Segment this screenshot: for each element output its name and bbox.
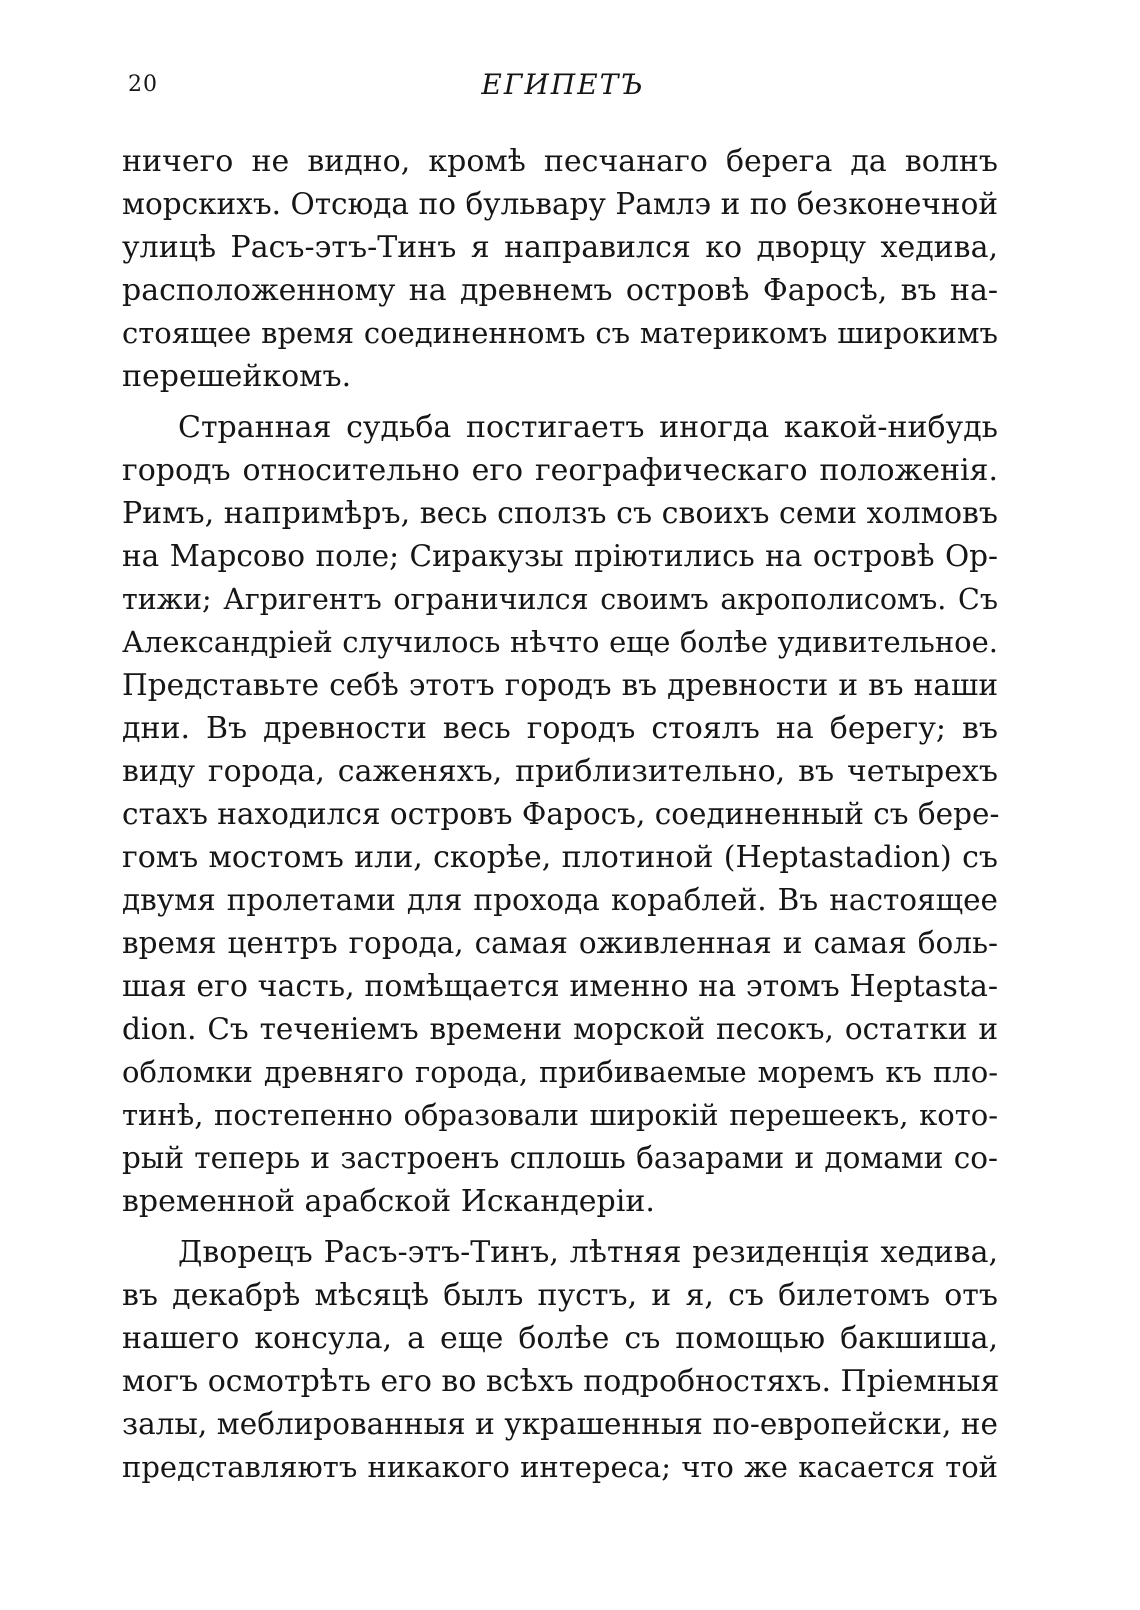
text-line: могъ осмотрѣть его во всѣхъ подробностяхъ. Пріемныя bbox=[122, 1364, 1000, 1399]
text-line: расположенному на древнемъ островѣ Фаросѣ, въ на- bbox=[122, 273, 998, 308]
text-line: двумя пролетами для прохода кораблей. Въ настоящее bbox=[122, 883, 998, 917]
text-line: dion. Съ теченіемъ времени морской песокъ, остатки и bbox=[122, 1012, 998, 1046]
text-line: Странная судьба постигаетъ иногда какой-нибудь bbox=[178, 410, 998, 445]
text-line: морскихъ. Отсюда по бульвару Рамлэ и по безконечной bbox=[122, 187, 998, 221]
text-line: дни. Въ древности весь городъ стоялъ на берегу; въ bbox=[122, 711, 998, 746]
text-line: гомъ мостомъ или, скорѣе, плотиной (Heptastadion) съ bbox=[122, 840, 998, 875]
paragraph-3 bbox=[122, 1231, 998, 1489]
text-line: городъ относительно его географическаго положенія. bbox=[122, 453, 998, 488]
text-line: виду города, саженяхъ, приблизительно, въ четырехъ bbox=[122, 754, 998, 789]
running-title: ЕГИПЕТЪ bbox=[481, 68, 645, 101]
text-line: тижи; Агригентъ ограничился своимъ акрополисомъ. Съ bbox=[122, 583, 998, 616]
text-line: тинѣ, постепенно образовали широкій перешеекъ, кото- bbox=[122, 1098, 998, 1132]
text-line: ничего не видно, кромѣ песчанаго берега да волнъ bbox=[122, 144, 998, 179]
text-line: время центръ города, самая оживленная и самая боль- bbox=[122, 926, 998, 960]
text-line: шая его часть, помѣщается именно на этомъ Heptasta- bbox=[122, 969, 998, 1004]
body-text bbox=[122, 140, 998, 1489]
text-line: улицѣ Расъ-этъ-Тинъ я направился ко дворцу хедива, bbox=[122, 230, 998, 265]
text-line: въ декабрѣ мѣсяцѣ былъ пустъ, и я, съ билетомъ отъ bbox=[122, 1278, 998, 1313]
text-line: перешейкомъ. bbox=[122, 359, 352, 394]
text-line: Представьте себѣ этотъ городъ въ древности и въ наши bbox=[122, 668, 998, 702]
text-line: залы, меблированныя и украшенныя по-европейски, не bbox=[122, 1407, 998, 1441]
text-line: временной арабской Искандеріи. bbox=[122, 1184, 655, 1219]
paragraph-2 bbox=[122, 406, 998, 1223]
text-line: представляютъ никакого интереса; что же касается той bbox=[122, 1450, 998, 1484]
text-line: стоящее время соединенномъ съ материкомъ широкимъ bbox=[122, 316, 998, 350]
text-line: Римъ, напримѣръ, весь сползъ съ своихъ семи холмовъ bbox=[122, 496, 998, 531]
text-line: стахъ находился островъ Фаросъ, соединенный съ бере- bbox=[122, 797, 1000, 831]
text-line: рый теперь и застроенъ сплошь базарами и домами со- bbox=[122, 1141, 998, 1175]
text-line: Дворецъ Расъ-этъ-Тинъ, лѣтняя резиденція хедива, bbox=[178, 1235, 998, 1270]
running-head bbox=[128, 68, 998, 108]
text-line: нашего консула, а еще болѣе съ помощью бакшиша, bbox=[122, 1321, 998, 1356]
text-line: Александріей случилось нѣчто еще болѣе удивительное. bbox=[122, 625, 998, 659]
paragraph-1 bbox=[122, 140, 998, 398]
page-number: 20 bbox=[128, 72, 158, 97]
text-line: обломки древняго города, прибиваемые моремъ къ пло- bbox=[122, 1055, 998, 1089]
text-line: на Марсово поле; Сиракузы пріютились на островѣ Ор- bbox=[122, 539, 998, 573]
